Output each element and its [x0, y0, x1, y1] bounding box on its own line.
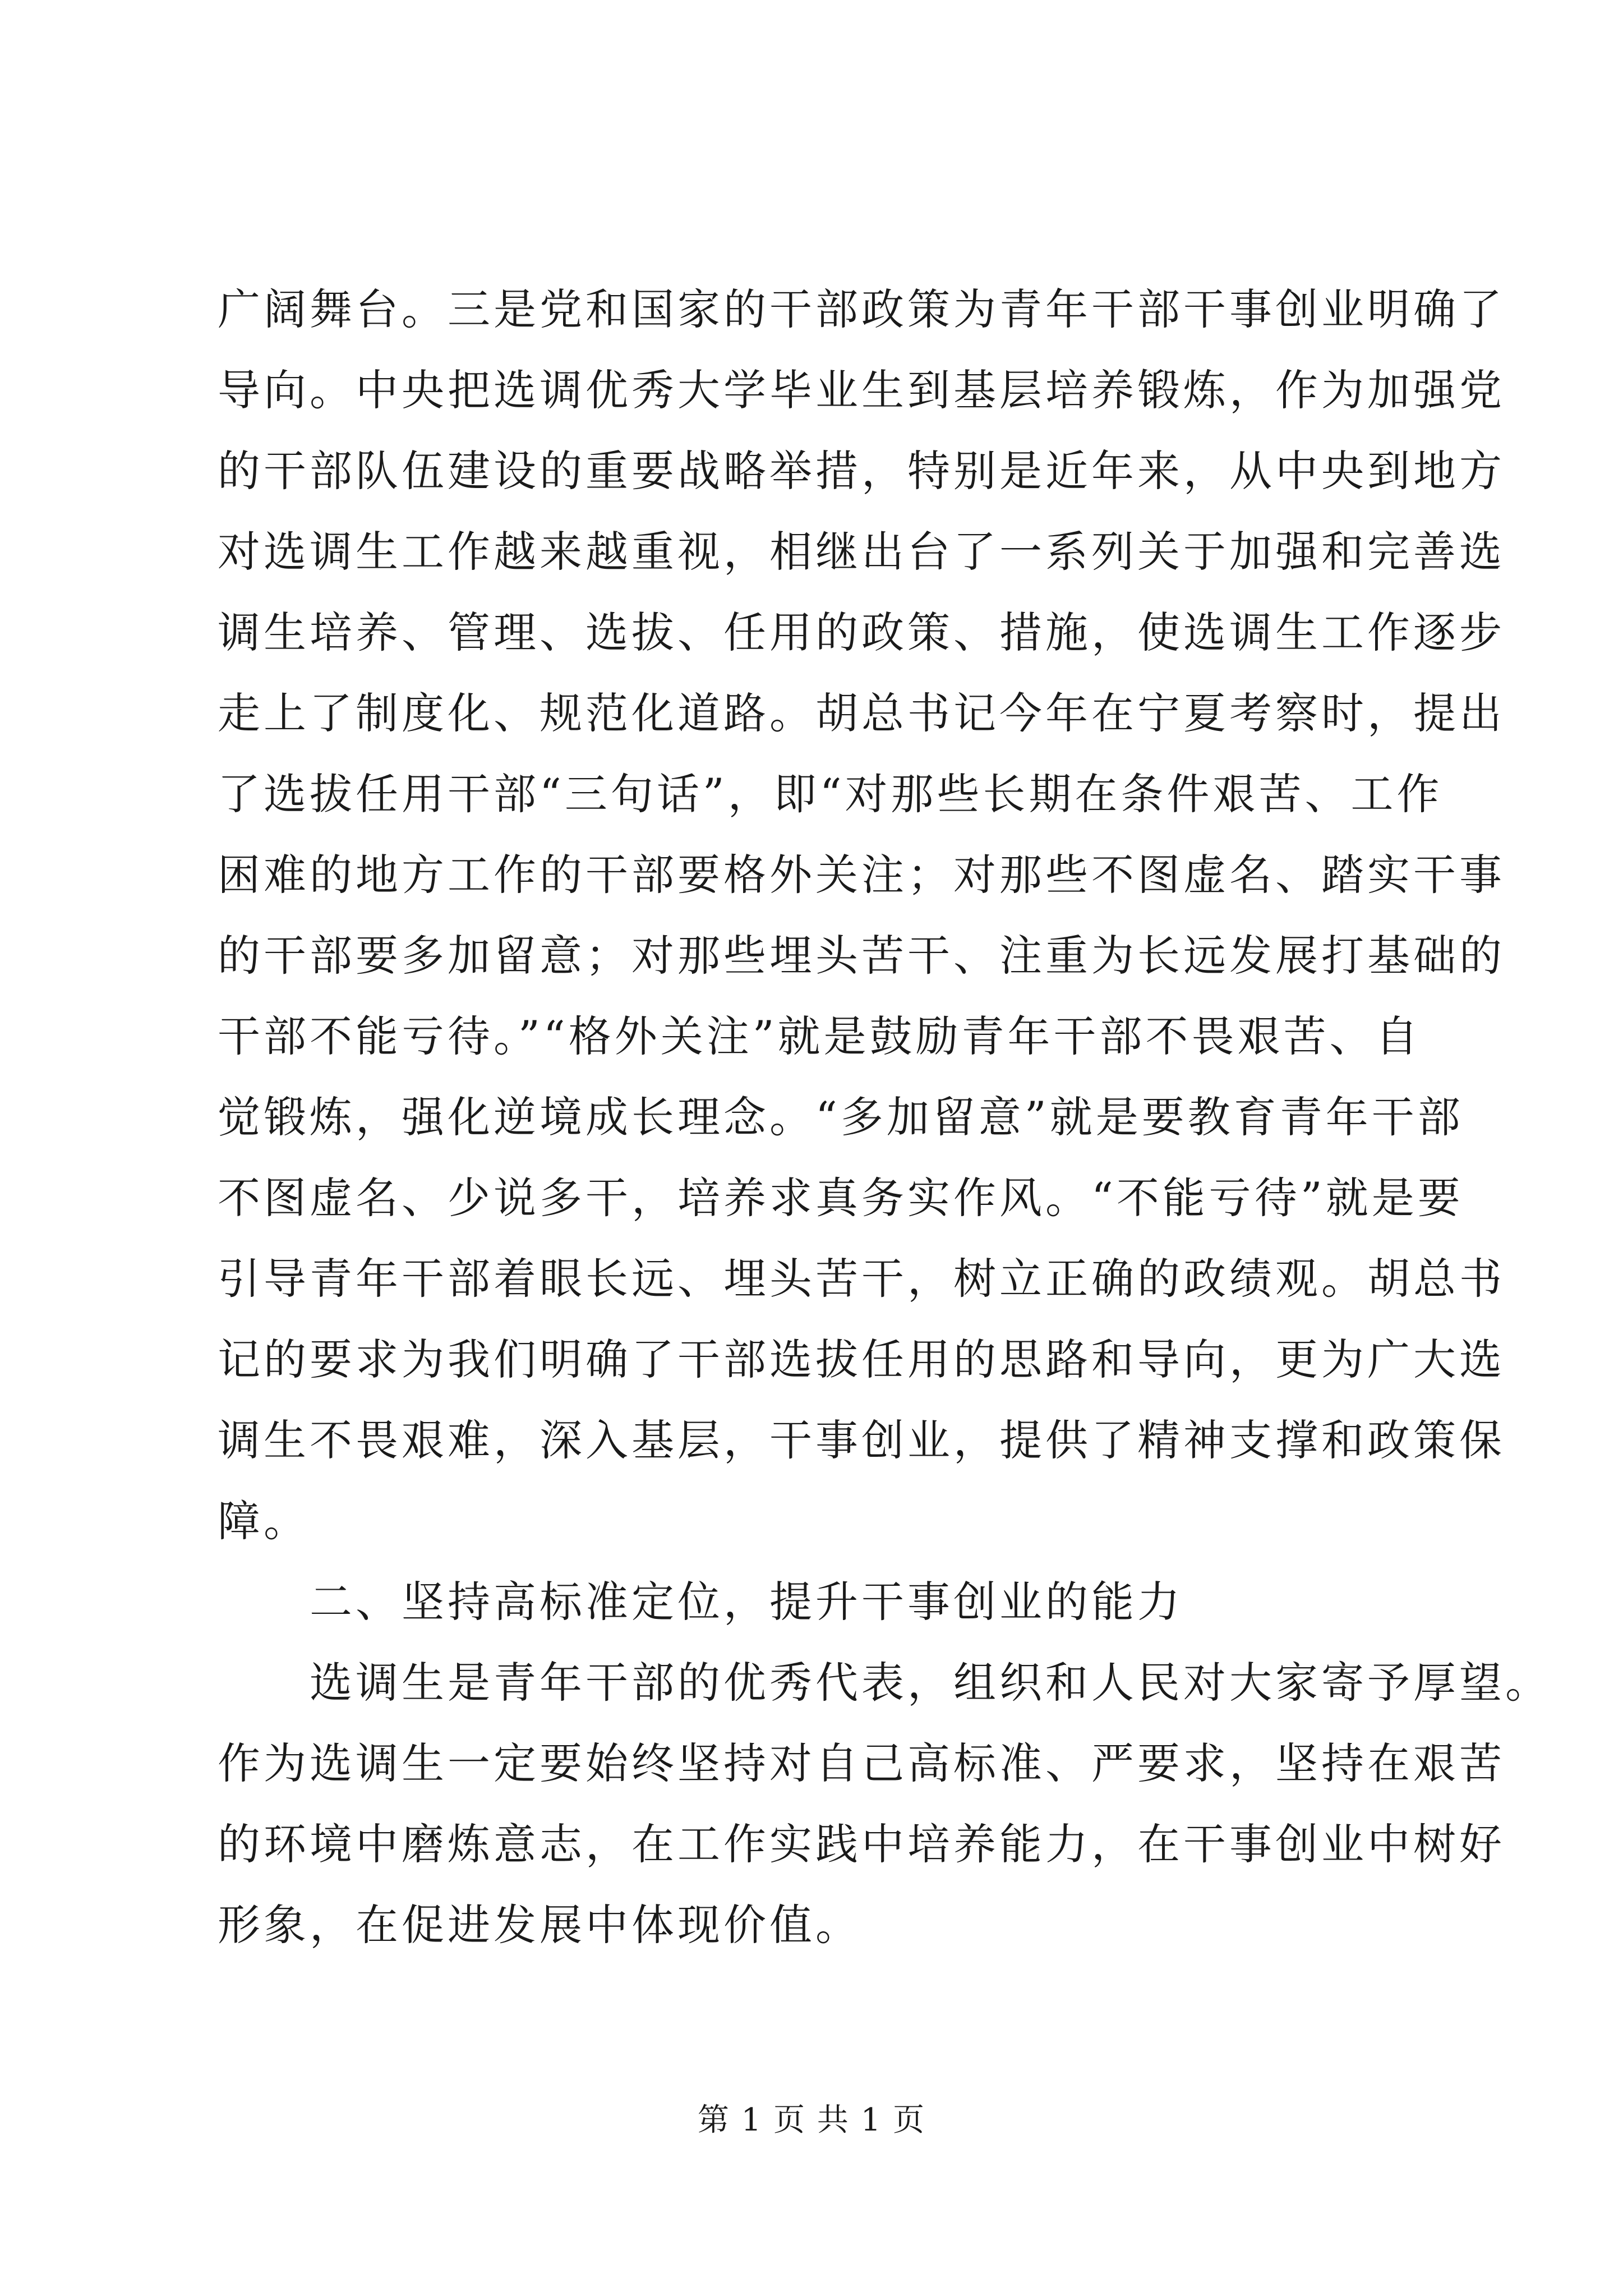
text-line: 走上了制度化、规范化道路。胡总书记今年在宁夏考察时，提出 — [218, 688, 1505, 738]
text-line: 导向。中央把选调优秀大学毕业生到基层培养锻炼，作为加强党 — [218, 365, 1505, 415]
text-line: 觉锻炼，强化逆境成长理念。“多加留意”就是要教育青年干部 — [218, 1092, 1464, 1142]
text-line: 的环境中磨炼意志，在工作实践中培养能力，在干事创业中树好 — [218, 1819, 1505, 1869]
body-text — [218, 269, 1551, 1966]
text-line: 广阔舞台。三是党和国家的干部政策为青年干部干事创业明确了 — [218, 284, 1505, 334]
text-line: 作为选调生一定要始终坚持对自己高标准、严要求，坚持在艰苦 — [218, 1738, 1505, 1788]
text-line: 困难的地方工作的干部要格外关注；对那些不图虚名、踏实干事 — [218, 850, 1505, 900]
text-line: 形象，在促进发展中体现价值。 — [218, 1900, 861, 1950]
text-line: 调生培养、管理、选拔、任用的政策、措施，使选调生工作逐步 — [218, 608, 1505, 657]
text-line: 对选调生工作越来越重视，相继出台了一系列关于加强和完善选 — [218, 527, 1505, 577]
text-line: 障。 — [218, 1496, 310, 1546]
text-line: 的干部队伍建设的重要战略举措，特别是近年来，从中央到地方 — [218, 446, 1505, 496]
text-line: 干部不能亏待。”“格外关注”就是鼓励青年干部不畏艰苦、自 — [218, 1011, 1422, 1061]
text-line: 不图虚名、少说多干，培养求真务实作风。“不能亏待”就是要 — [218, 1173, 1464, 1223]
text-line: 了选拔任用干部“三句话”，即“对那些长期在条件艰苦、工作 — [218, 769, 1443, 819]
text-line: 记的要求为我们明确了干部选拔任用的思路和导向，更为广大选 — [218, 1335, 1505, 1384]
section-heading: 二、坚持高标准定位，提升干事创业的能力 — [218, 1577, 1183, 1627]
text-line: 选调生是青年干部的优秀代表，组织和人民对大家寄予厚望。 — [218, 1658, 1551, 1708]
text-line: 调生不畏艰难，深入基层，干事创业，提供了精神支撑和政策保 — [218, 1415, 1505, 1465]
page-number-footer: 第 1 页 共 1 页 — [697, 2102, 926, 2138]
text-line: 引导青年干部着眼长远、埋头苦干，树立正确的政绩观。胡总书 — [218, 1254, 1505, 1304]
text-line: 的干部要多加留意；对那些埋头苦干、注重为长远发展打基础的 — [218, 931, 1505, 981]
